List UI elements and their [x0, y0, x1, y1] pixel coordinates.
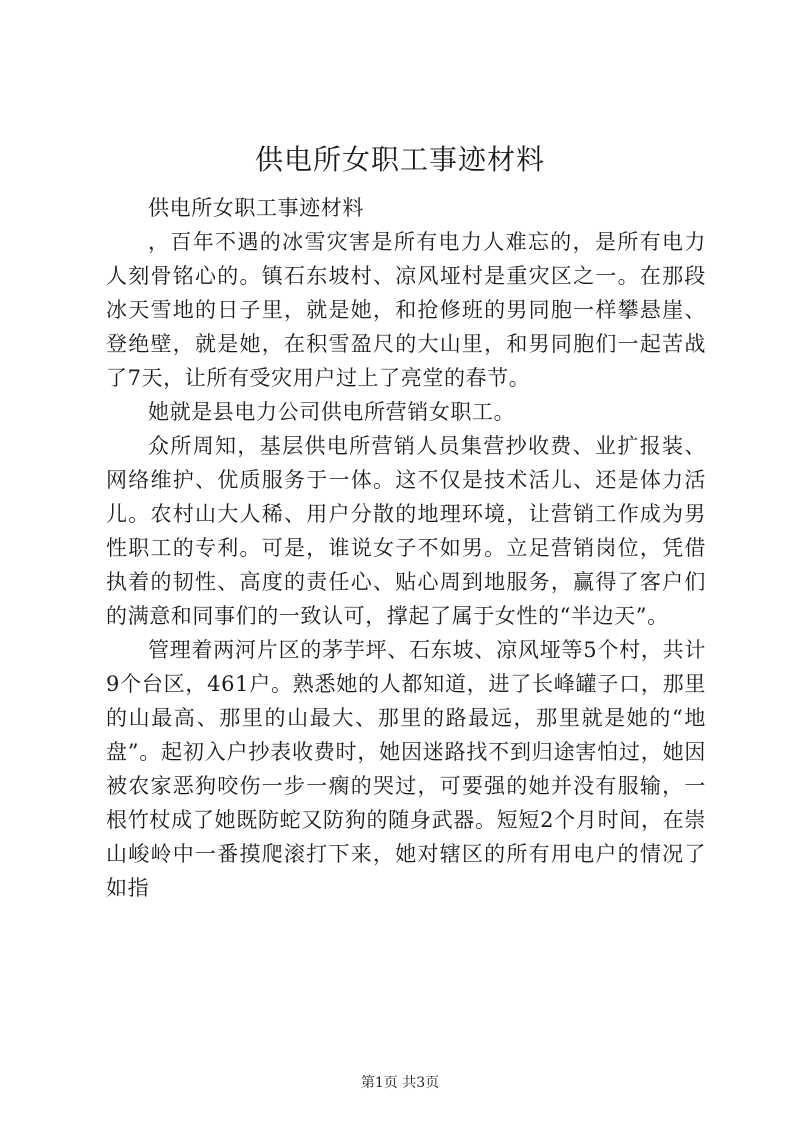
paragraph-4: 管理着两河片区的茅芋坪、石东坡、凉风垭等5个村，共计9个台区，461户。熟悉她的人都知道，进了长峰罐子口，那里的山最高、那里的山最大、那里的路最远，那里就是她的“地盘”。起初入户抄表收费时，她因迷路找不到归途害怕过，她因被农家恶狗咬伤一步一瘸的哭过，可要强的她并没有服输，一根竹杖成了她既防蛇又防狗的随身武器。短短2个月时间，在崇山峻岭中一番摸爬滚打下来，她对辖区的所有用电户的情况了如指 [106, 638, 706, 900]
paragraph-subtitle: 供电所女职工事迹材料 [148, 196, 364, 220]
document-body [106, 191, 706, 905]
paragraph-2: 她就是县电力公司供电所营销女职工。 [148, 400, 516, 424]
paragraph-1: ，百年不遇的冰雪灾害是所有电力人难忘的，是所有电力人刻骨铭心的。镇石东坡村、凉风垭村是重灾区之一。在那段冰天雪地的日子里，就是她，和抢修班的男同胞一样攀悬崖、登绝壁，就是她，在积雪盈尺的大山里，和男同胞们一起苦战了7天，让所有受灾用户过上了亮堂的春节。 [106, 230, 706, 390]
paragraph-3: 众所周知，基层供电所营销人员集营抄收费、业扩报装、网络维护、优质服务于一体。这不仅是技术活儿、还是体力活儿。农村山大人稀、用户分散的地理环境，让营销工作成为男性职工的专利。可是，谁说女子不如男。立足营销岗位，凭借执着的韧性、高度的责任心、贴心周到地服务，赢得了客户们的满意和同事们的一致认可，撑起了属于女性的“半边天”。 [106, 434, 706, 628]
page-title: 供电所女职工事迹材料 [254, 143, 545, 176]
page-footer: 第1页 共3页 [360, 1075, 440, 1091]
